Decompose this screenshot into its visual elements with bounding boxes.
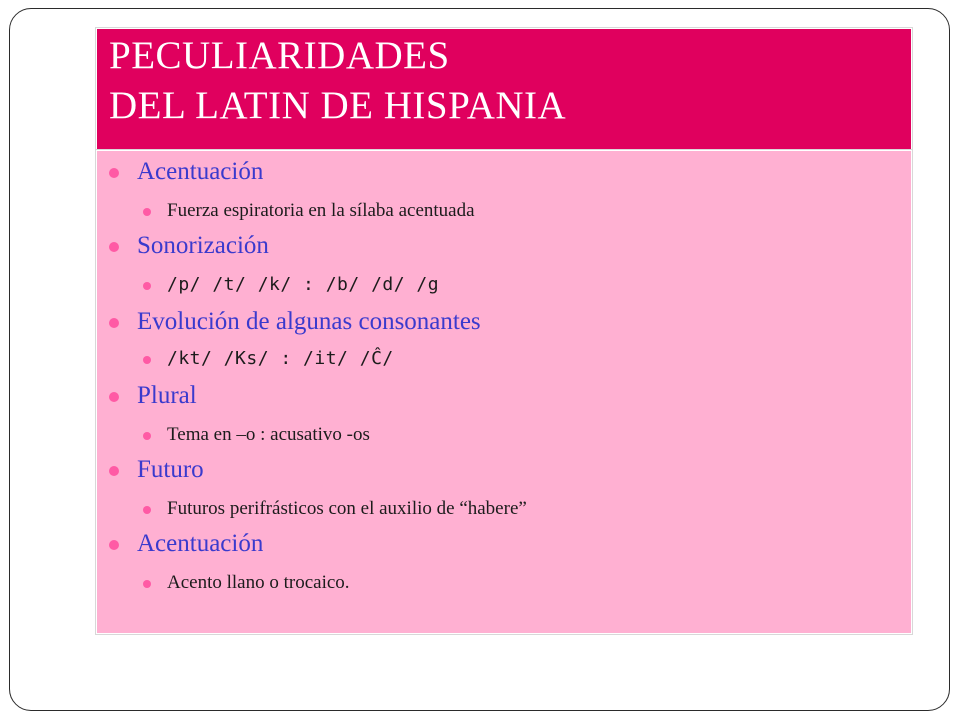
bullet-dot-icon xyxy=(143,432,151,440)
bullet-dot-icon xyxy=(109,318,119,328)
section-detail: Futuros perifrásticos con el auxilio de “habere” xyxy=(167,498,527,519)
list-subitem xyxy=(97,497,527,521)
section-heading: Sonorización xyxy=(137,232,269,259)
section-heading: Acentuación xyxy=(137,158,264,185)
section-heading: Acentuación xyxy=(137,530,264,557)
list-subitem xyxy=(97,347,394,371)
list-item-sonorizacion xyxy=(97,231,269,261)
section-heading: Evolución de algunas consonantes xyxy=(137,308,481,335)
list-subitem xyxy=(97,273,439,297)
bullet-dot-icon xyxy=(109,540,119,550)
bullet-dot-icon xyxy=(143,282,151,290)
bullet-dot-icon xyxy=(109,242,119,252)
section-detail: Fuerza espiratoria en la sílaba acentuada xyxy=(167,200,475,221)
list-item-futuro xyxy=(97,455,204,485)
section-detail: Acento llano o trocaico. xyxy=(167,572,350,593)
slide-title xyxy=(96,28,912,150)
list-item-plural xyxy=(97,381,197,411)
title-line-1: PECULIARIDADES xyxy=(109,34,450,77)
list-subitem xyxy=(97,423,370,447)
title-line-2: DEL LATIN DE HISPANIA xyxy=(109,84,567,127)
bullet-dot-icon xyxy=(143,580,151,588)
section-detail: Tema en –o : acusativo -os xyxy=(167,424,370,445)
list-item-acentuacion-2 xyxy=(97,529,263,559)
list-item-evolucion xyxy=(97,307,481,337)
bullet-dot-icon xyxy=(109,392,119,402)
section-heading: Plural xyxy=(137,382,197,409)
bullet-dot-icon xyxy=(109,168,119,178)
list-item-acentuacion xyxy=(97,157,263,187)
bullet-dot-icon xyxy=(143,208,151,216)
bullet-dot-icon xyxy=(143,356,151,364)
section-detail: /p/ /t/ /k/ : /b/ /d/ /g xyxy=(167,274,440,295)
list-subitem xyxy=(97,571,350,595)
bullet-dot-icon xyxy=(143,506,151,514)
section-heading: Futuro xyxy=(137,456,204,483)
content-panel xyxy=(96,150,912,634)
section-detail: /kt/ /Ks/ : /it/ /Ĉ/ xyxy=(167,348,394,369)
bullet-dot-icon xyxy=(109,466,119,476)
list-subitem xyxy=(97,199,475,223)
